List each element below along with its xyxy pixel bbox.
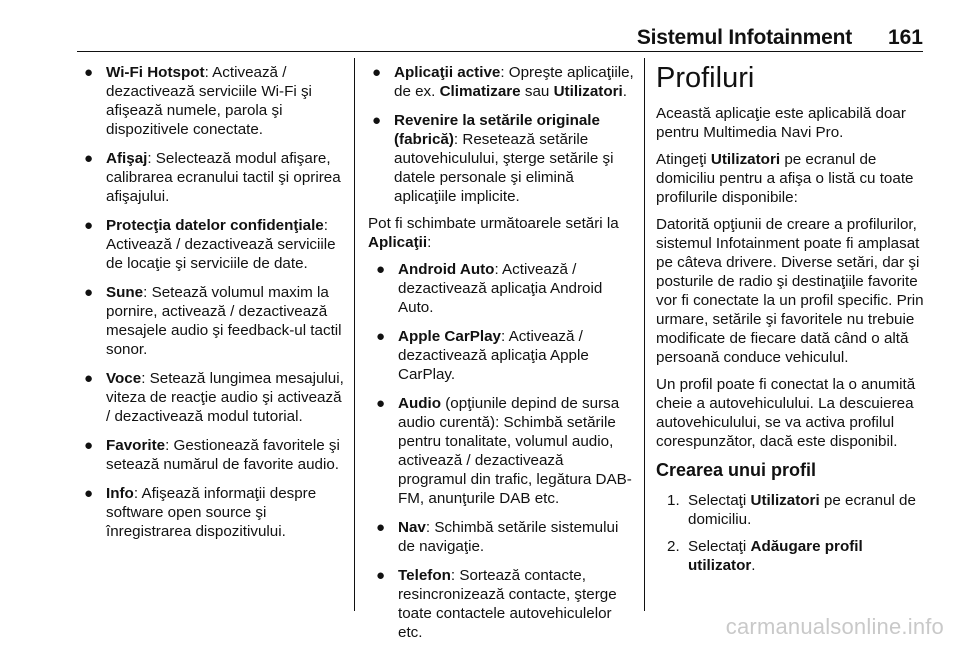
bullet-icon: ●	[84, 437, 94, 454]
item-text: : Setează lungimea mesajului, viteza de reacţie audio şi activează / dezactivează modul tutorial.	[106, 370, 344, 425]
intro-term: Aplicaţii	[368, 234, 428, 251]
step-term: Utilizatori	[750, 492, 820, 509]
item-text: : Activează / dezactivează serviciile Wi-Fi şi afişează numele, parola şi dispozitivele conectate.	[106, 64, 312, 138]
header-rule	[77, 51, 923, 52]
step-item	[656, 491, 928, 529]
paragraph: Datorită opţiunii de creare a profilurilor, sistemul Infotainment poate fi amplasat pe câteva drivere. Diverse setări, dar şi posturile de radio şi destinaţiile favorite vor fi conectate la un profil specific. Prin urmare, setările şi favoritele nu trebuie modificate de fiecare dată când o altă persoană conduce vehiculul.	[656, 216, 924, 366]
apps-intro	[368, 214, 634, 252]
list-item	[80, 216, 344, 273]
item-text: sau	[520, 83, 554, 100]
page-number: 161	[887, 26, 923, 49]
item-term: Favorite	[106, 437, 166, 454]
bullet-icon: ●	[84, 284, 94, 301]
item-term: Nav	[398, 519, 426, 536]
item-term: Climatizare	[439, 83, 521, 100]
list-item	[368, 63, 634, 101]
paragraph	[656, 150, 928, 207]
item-term: Sune	[106, 284, 144, 301]
item-text: : Opreşte aplicaţiile, de ex.	[394, 64, 634, 100]
apps-sub-list	[368, 260, 634, 642]
item-text: (opţiunile depind de sursa audio curentă): Schimbă setările pentru tonalitate, volumul audio, activează / dezactivează programul din trafic, legătura DAB-FM, anunţurile DAB etc.	[398, 395, 632, 507]
list-item	[80, 484, 344, 541]
step-text: Selectaţi	[688, 538, 751, 555]
item-term: Aplicaţii active	[394, 64, 501, 81]
paragraph: Această aplicaţie este aplicabilă doar pentru Multimedia Navi Pro.	[656, 105, 906, 141]
item-text: : Gestionează favoritele şi setează numărul de favorite audio.	[106, 437, 340, 473]
bullet-icon: ●	[84, 64, 94, 81]
bullet-icon: ●	[372, 112, 382, 129]
step-text: pe ecranul de domiciliu.	[688, 492, 916, 528]
item-term: Info	[106, 485, 134, 502]
list-item	[80, 436, 344, 474]
step-term: Adăugare profil utilizator	[688, 538, 863, 574]
bullet-icon: ●	[84, 485, 94, 502]
item-term: Audio	[398, 395, 442, 412]
column-2	[368, 63, 634, 652]
item-text: : Resetează setările autovehiculului, şterge setările şi datele personale şi elimină aplicaţiile implicite.	[394, 131, 614, 205]
paragraph: Un profil poate fi conectat la o anumită cheie a autovehiculului. La descuierea autovehiculului, se va activa profilul corespunzător, dacă este disponibil.	[656, 376, 916, 450]
list-item	[368, 518, 634, 556]
item-term: Telefon	[398, 567, 451, 584]
step-number: 2.	[667, 538, 680, 555]
bullet-icon: ●	[376, 395, 386, 412]
bullet-icon: ●	[376, 519, 386, 536]
intro-text: Pot fi schimbate următoarele setări la	[368, 215, 619, 232]
steps-list	[656, 491, 928, 575]
bullet-icon: ●	[376, 328, 386, 345]
item-term: Android Auto	[398, 261, 495, 278]
page-title: Sistemul Infotainment	[636, 26, 852, 49]
bullet-icon: ●	[84, 150, 94, 167]
item-text: : Activează / dezactivează aplicaţia Apple CarPlay.	[398, 328, 589, 383]
bullet-icon: ●	[84, 370, 94, 387]
list-item	[80, 63, 344, 139]
para-term: Utilizatori	[710, 151, 781, 168]
list-item	[368, 260, 634, 317]
page-header	[0, 0, 960, 52]
step-number: 1.	[667, 492, 680, 509]
step-text: Selectaţi	[688, 492, 751, 509]
item-term: Wi-Fi Hotspot	[106, 64, 205, 81]
list-item	[80, 369, 344, 426]
column-divider-right	[644, 58, 645, 611]
item-text: .	[622, 83, 628, 100]
item-term: Protecţia datelor confidenţiale	[106, 217, 324, 234]
intro-end: :	[427, 234, 432, 251]
bullet-icon: ●	[84, 217, 94, 234]
watermark: carmanualsonline.info	[725, 614, 944, 639]
bullet-icon: ●	[376, 261, 386, 278]
item-term: Revenire la setările originale (fabrică)	[394, 112, 600, 148]
item-term: Apple CarPlay	[398, 328, 501, 345]
settings-list	[80, 63, 344, 541]
column-1	[80, 63, 344, 551]
item-text: : Afişează informaţii despre software open source şi înregistrarea dispozitivului.	[106, 485, 317, 540]
column-3	[656, 62, 928, 583]
list-item	[368, 566, 634, 642]
para-text: pe ecranul de domiciliu pentru a afişa o listă cu toate profilurile disponibile:	[656, 151, 914, 206]
list-item	[368, 111, 634, 206]
section-heading: Profiluri	[656, 62, 755, 94]
item-text: : Sortează contacte, resincronizează contacte, şterge toate contactele autovehiculelor etc.	[398, 567, 617, 641]
item-term: Afişaj	[106, 150, 148, 167]
item-text: : Setează volumul maxim la pornire, activează / dezactivează mesajele audio şi feedback-ul tactil sonor.	[106, 284, 342, 358]
item-text: : Selectează modul afişare, calibrarea ecranului tactil şi oprirea afişajului.	[106, 150, 341, 205]
bullet-icon: ●	[372, 64, 382, 81]
list-item	[80, 149, 344, 206]
list-item	[80, 283, 344, 359]
item-term: Utilizatori	[553, 83, 623, 100]
para-text: Atingeţi	[656, 151, 711, 168]
step-text: .	[751, 557, 756, 574]
item-text: : Activează / dezactivează aplicaţia Android Auto.	[398, 261, 603, 316]
subsection-heading: Crearea unui profil	[656, 460, 817, 480]
item-text: : Schimbă setările sistemului de navigaţie.	[398, 519, 619, 555]
step-item	[656, 537, 928, 575]
column-divider-left	[354, 58, 355, 611]
list-item	[368, 394, 634, 508]
item-term: Voce	[106, 370, 142, 387]
bullet-icon: ●	[376, 567, 386, 584]
item-text: : Activează / dezactivează serviciile de locaţie şi serviciile de date.	[106, 217, 336, 272]
settings-list-apps	[368, 63, 634, 206]
list-item	[368, 327, 634, 384]
